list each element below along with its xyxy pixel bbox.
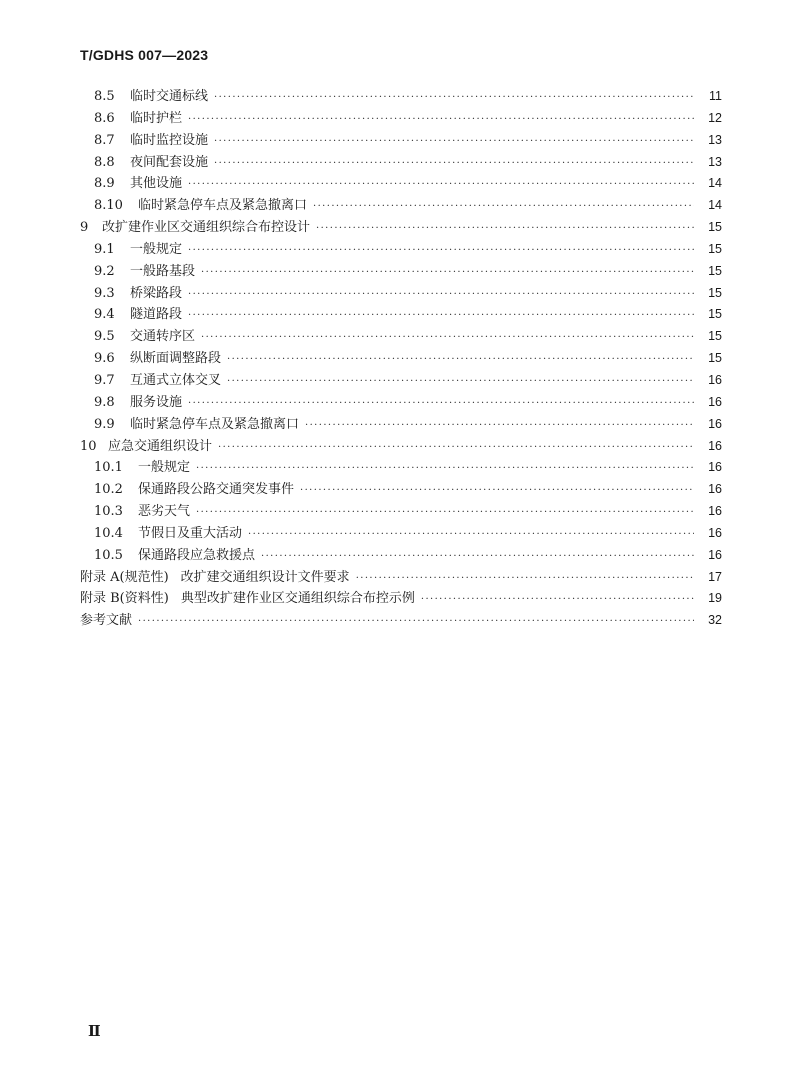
toc-leader-dots (218, 437, 694, 459)
toc-entry-page: 16 (708, 504, 722, 519)
toc-leader-dots (138, 611, 694, 633)
toc-entry-page: 15 (708, 329, 722, 344)
page-folio: Ⅱ (88, 1024, 100, 1040)
toc-leader-dots (248, 524, 694, 546)
toc-leader-dots (227, 349, 694, 371)
toc-entry[interactable] (80, 479, 722, 501)
toc-entry[interactable] (80, 567, 722, 589)
toc-leader-dots (305, 415, 694, 437)
toc-leader-dots (188, 174, 694, 196)
toc-entry[interactable] (80, 304, 722, 326)
toc-entry[interactable] (80, 457, 722, 479)
toc-entry-number: 10.3 (94, 504, 123, 520)
toc-entry-title: 保通路段应急救援点 (138, 547, 256, 563)
toc-entry-page: 16 (708, 372, 722, 387)
toc-entry-number: 附录 B(资料性) (80, 591, 169, 607)
toc-leader-dots (227, 371, 694, 393)
toc-entry-page: 15 (708, 263, 722, 278)
toc-leader-dots (261, 546, 694, 568)
toc-entry-title: 纵断面调整路段 (130, 351, 222, 367)
toc-entry-title: 改扩建交通组织设计文件要求 (180, 569, 350, 585)
toc-entry-number: 10.5 (94, 547, 123, 563)
toc-leader-dots (201, 327, 694, 349)
toc-entry[interactable] (80, 130, 722, 152)
toc-entry-page: 16 (708, 394, 722, 409)
toc-entry-title: 互通式立体交叉 (130, 372, 222, 388)
toc-entry-title: 临时监控设施 (130, 132, 209, 148)
toc-entry-number: 8.10 (94, 198, 123, 214)
toc-entry-number: 8.7 (94, 132, 115, 148)
toc-entry-page: 16 (708, 438, 722, 453)
toc-entry[interactable] (80, 610, 722, 632)
toc-entry-page: 15 (708, 220, 722, 235)
toc-entry-number: 8.9 (94, 176, 115, 192)
toc-entry-title: 一般规定 (138, 460, 191, 476)
toc-entry-number: 9.2 (94, 263, 115, 279)
toc-leader-dots (313, 196, 694, 218)
toc-entry[interactable] (80, 436, 722, 458)
toc-leader-dots (356, 568, 694, 590)
toc-entry-title: 一般规定 (130, 241, 183, 257)
toc-entry-page: 16 (708, 460, 722, 475)
toc-entry-number: 10.2 (94, 482, 123, 498)
toc-entry-page: 14 (708, 198, 722, 213)
toc-leader-dots (188, 240, 694, 262)
toc-entry[interactable] (80, 414, 722, 436)
toc-leader-dots (188, 305, 694, 327)
toc-entry-number: 9.8 (94, 394, 115, 410)
toc-entry-number: 9.1 (94, 241, 115, 257)
toc-leader-dots (188, 284, 694, 306)
toc-entry[interactable] (80, 108, 722, 130)
toc-entry-title: 其他设施 (130, 176, 183, 192)
toc-entry-number: 9.9 (94, 416, 115, 432)
toc-entry-page: 13 (708, 132, 722, 147)
toc-leader-dots (201, 262, 694, 284)
toc-entry-page: 13 (708, 154, 722, 169)
toc-entry-title: 改扩建作业区交通组织综合布控设计 (102, 220, 311, 236)
toc-entry[interactable] (80, 326, 722, 348)
toc-leader-dots (214, 131, 694, 153)
toc-entry[interactable] (80, 348, 722, 370)
toc-entry[interactable] (80, 152, 722, 174)
toc-entry-page: 19 (708, 591, 722, 606)
toc-leader-dots (300, 480, 694, 502)
toc-leader-dots (316, 218, 694, 240)
toc-entry-number: 8.8 (94, 154, 115, 170)
toc-entry-title: 应急交通组织设计 (108, 438, 213, 454)
toc-entry-number: 8.5 (94, 89, 115, 104)
toc-entry[interactable] (80, 370, 722, 392)
toc-leader-dots (196, 458, 694, 480)
toc-entry-page: 16 (708, 482, 722, 497)
toc-entry[interactable] (80, 283, 722, 305)
toc-entry-title: 交通转序区 (130, 329, 196, 345)
toc-entry-title: 夜间配套设施 (130, 154, 209, 170)
toc-entry-page: 32 (708, 613, 722, 628)
toc-entry[interactable] (80, 217, 722, 239)
toc-entry[interactable] (80, 523, 722, 545)
toc-entry-title: 恶劣天气 (138, 504, 191, 520)
toc-entry-title: 隧道路段 (130, 307, 183, 323)
toc-leader-dots (188, 393, 694, 415)
toc-entry[interactable] (80, 195, 722, 217)
toc-leader-dots (196, 502, 694, 524)
toc-entry-title: 一般路基段 (130, 263, 196, 279)
toc-entry[interactable] (80, 545, 722, 567)
toc-entry[interactable] (80, 86, 722, 108)
toc-entry-title: 服务设施 (130, 394, 183, 410)
toc-entry-number: 10 (80, 438, 97, 454)
toc-entry-title: 保通路段公路交通突发事件 (138, 482, 295, 498)
toc-entry-page: 17 (708, 569, 722, 584)
toc-leader-dots (214, 153, 694, 175)
toc-entry-page: 16 (708, 547, 722, 562)
toc-entry-title: 临时护栏 (130, 110, 183, 126)
toc-entry[interactable] (80, 173, 722, 195)
toc-entry-page: 11 (709, 89, 722, 103)
toc-entry-page: 15 (708, 307, 722, 322)
toc-entry-page: 16 (708, 525, 722, 540)
toc-leader-dots (421, 589, 694, 611)
toc-entry-page: 15 (708, 241, 722, 256)
toc-entry-number: 9 (80, 220, 89, 236)
table-of-contents (80, 86, 722, 632)
toc-entry-number: 9.7 (94, 372, 115, 388)
toc-leader-dots (188, 109, 694, 131)
toc-entry-number: 附录 A(规范性) (80, 569, 169, 585)
toc-entry-page: 12 (708, 110, 722, 125)
document-code: T/GDHS 007—2023 (80, 47, 209, 63)
toc-entry-number: 10.4 (94, 525, 123, 541)
toc-entry-number: 9.5 (94, 329, 115, 345)
toc-entry-page: 16 (708, 416, 722, 431)
toc-entry-page: 15 (708, 351, 722, 366)
toc-entry-page: 15 (708, 285, 722, 300)
toc-entry-number: 9.4 (94, 307, 115, 323)
toc-entry-title: 典型改扩建作业区交通组织综合布控示例 (180, 591, 415, 607)
toc-entry[interactable] (80, 588, 722, 610)
toc-entry-number: 10.1 (94, 460, 123, 476)
toc-entry-number: 8.6 (94, 110, 115, 126)
toc-entry[interactable] (80, 261, 722, 283)
toc-entry-number: 9.6 (94, 351, 115, 367)
toc-entry-title: 参考文献 (80, 613, 133, 629)
toc-entry-title: 临时紧急停车点及紧急撤离口 (130, 416, 300, 432)
toc-entry-page: 14 (708, 176, 722, 191)
toc-entry[interactable] (80, 501, 722, 523)
toc-entry-title: 临时紧急停车点及紧急撤离口 (138, 198, 308, 214)
toc-entry[interactable] (80, 239, 722, 261)
toc-entry-title: 桥梁路段 (130, 285, 183, 301)
toc-entry-title: 临时交通标线 (130, 89, 209, 104)
toc-entry-number: 9.3 (94, 285, 115, 301)
toc-leader-dots (214, 87, 694, 109)
toc-entry[interactable] (80, 392, 722, 414)
toc-entry-title: 节假日及重大活动 (138, 525, 243, 541)
